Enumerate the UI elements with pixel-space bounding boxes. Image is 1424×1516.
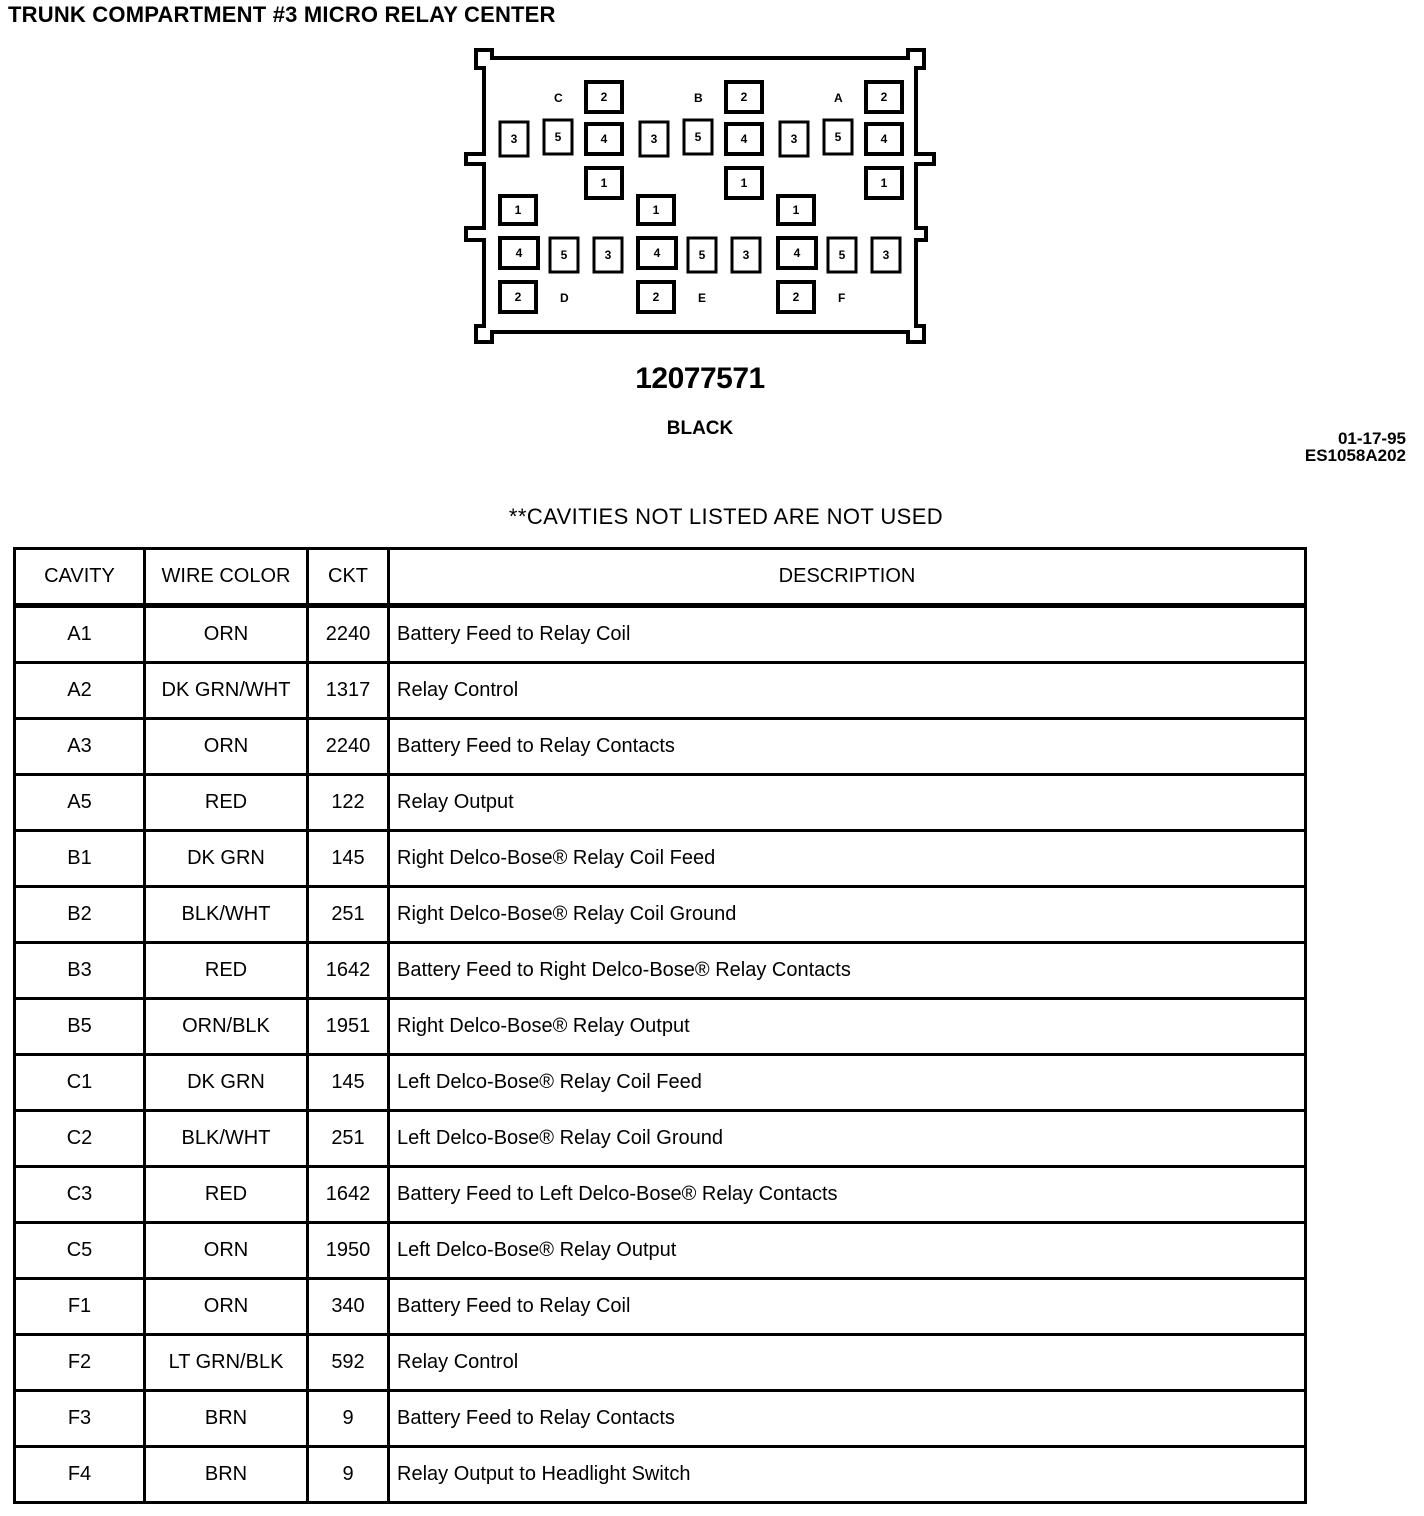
table-row: [15, 1447, 1306, 1503]
cell-cavity: F2: [15, 1335, 145, 1391]
table-row: [15, 775, 1306, 831]
cell-description: Battery Feed to Relay Contacts: [389, 1391, 1306, 1447]
cell-cavity: F4: [15, 1447, 145, 1503]
relay-letter-b: B: [694, 91, 703, 105]
cavity-number: 4: [600, 132, 608, 146]
cell-cavity: C3: [15, 1167, 145, 1223]
cell-description: Battery Feed to Relay Coil: [389, 1279, 1306, 1335]
relay-letter-d: D: [560, 291, 569, 305]
cell-ckt: 251: [308, 887, 389, 943]
cell-cavity: C1: [15, 1055, 145, 1111]
cavity-number: 3: [650, 132, 658, 146]
relay-letter-a: A: [834, 91, 843, 105]
cell-ckt: 1642: [308, 943, 389, 999]
table-row: [15, 606, 1306, 663]
cell-wire-color: LT GRN/BLK: [145, 1335, 308, 1391]
relay-center-connector-diagram: [460, 44, 940, 350]
cell-ckt: 1950: [308, 1223, 389, 1279]
cell-ckt: 2240: [308, 606, 389, 663]
table-row: [15, 1335, 1306, 1391]
cell-cavity: A5: [15, 775, 145, 831]
cell-cavity: B2: [15, 887, 145, 943]
cavity-number: 5: [834, 130, 842, 144]
cell-wire-color: ORN/BLK: [145, 999, 308, 1055]
cell-ckt: 145: [308, 831, 389, 887]
cell-ckt: 592: [308, 1335, 389, 1391]
cell-cavity: C5: [15, 1223, 145, 1279]
relay-letter-f: F: [838, 291, 846, 305]
cell-cavity: B3: [15, 943, 145, 999]
cell-wire-color: BRN: [145, 1391, 308, 1447]
cell-description: Right Delco-Bose® Relay Coil Ground: [389, 887, 1306, 943]
cavity-number: 5: [694, 130, 702, 144]
cell-description: Relay Control: [389, 1335, 1306, 1391]
cell-description: Left Delco-Bose® Relay Coil Feed: [389, 1055, 1306, 1111]
cell-wire-color: BLK/WHT: [145, 887, 308, 943]
table-row: [15, 1391, 1306, 1447]
cell-description: Right Delco-Bose® Relay Output: [389, 999, 1306, 1055]
unused-cavities-note: **CAVITIES NOT LISTED ARE NOT USED: [508, 504, 944, 529]
cell-cavity: C2: [15, 1111, 145, 1167]
header-cavity: CAVITY: [15, 549, 145, 606]
table-row: [15, 1055, 1306, 1111]
cavity-number: 2: [792, 290, 800, 304]
cavity-number: 2: [514, 290, 522, 304]
reference-date: 01-17-95: [1337, 429, 1406, 448]
cavity-number: 3: [510, 132, 518, 146]
cell-ckt: 9: [308, 1447, 389, 1503]
cavity-number: 3: [882, 248, 890, 262]
relay-letter-e: E: [698, 291, 707, 305]
cell-ckt: 122: [308, 775, 389, 831]
cell-cavity: A3: [15, 719, 145, 775]
cell-description: Relay Output to Headlight Switch: [389, 1447, 1306, 1503]
cell-cavity: F1: [15, 1279, 145, 1335]
cell-wire-color: ORN: [145, 719, 308, 775]
cavity-number: 1: [740, 176, 748, 190]
cavity-number: 4: [515, 246, 523, 260]
relay-letter-c: C: [554, 91, 563, 105]
table-row: [15, 1111, 1306, 1167]
cell-wire-color: BRN: [145, 1447, 308, 1503]
cavity-table: [13, 547, 1307, 1504]
cell-wire-color: ORN: [145, 1279, 308, 1335]
cavity-number: 2: [880, 90, 888, 104]
cell-description: Battery Feed to Right Delco-Bose® Relay Contacts: [389, 943, 1306, 999]
cavity-number: 1: [600, 176, 608, 190]
table-row: [15, 943, 1306, 999]
cell-wire-color: DK GRN: [145, 831, 308, 887]
cavity-number: 1: [880, 176, 888, 190]
table-row: [15, 719, 1306, 775]
cavity-number: 4: [880, 132, 888, 146]
cell-cavity: A1: [15, 606, 145, 663]
cell-description: Left Delco-Bose® Relay Output: [389, 1223, 1306, 1279]
cavity-number: 4: [793, 246, 801, 260]
cell-wire-color: RED: [145, 775, 308, 831]
cavity-number: 2: [652, 290, 660, 304]
cell-description: Battery Feed to Relay Contacts: [389, 719, 1306, 775]
cell-wire-color: ORN: [145, 1223, 308, 1279]
cavity-number: 3: [604, 248, 612, 262]
cavity-number: 2: [600, 90, 608, 104]
connector-part-number: 12077571: [635, 362, 765, 395]
cavity-number: 3: [742, 248, 750, 262]
reference-block: [1305, 430, 1406, 464]
cell-description: Left Delco-Bose® Relay Coil Ground: [389, 1111, 1306, 1167]
cell-wire-color: RED: [145, 943, 308, 999]
cell-wire-color: BLK/WHT: [145, 1111, 308, 1167]
header-ckt: CKT: [308, 549, 389, 606]
cavity-number: 5: [838, 248, 846, 262]
cell-ckt: 251: [308, 1111, 389, 1167]
diagram-title: TRUNK COMPARTMENT #3 MICRO RELAY CENTER: [8, 2, 556, 27]
table-row: [15, 663, 1306, 719]
cell-ckt: 1317: [308, 663, 389, 719]
cell-ckt: 2240: [308, 719, 389, 775]
reference-code: ES1058A202: [1304, 446, 1406, 465]
cell-wire-color: ORN: [145, 606, 308, 663]
cavity-number: 4: [653, 246, 661, 260]
cell-description: Battery Feed to Relay Coil: [389, 606, 1306, 663]
cell-description: Relay Control: [389, 663, 1306, 719]
cell-cavity: A2: [15, 663, 145, 719]
cell-description: Right Delco-Bose® Relay Coil Feed: [389, 831, 1306, 887]
table-row: [15, 1279, 1306, 1335]
table-row: [15, 887, 1306, 943]
cavity-number: 5: [554, 130, 562, 144]
cell-ckt: 340: [308, 1279, 389, 1335]
cavity-number: 3: [790, 132, 798, 146]
cavity-number: 5: [560, 248, 568, 262]
table-row: [15, 999, 1306, 1055]
cell-ckt: 145: [308, 1055, 389, 1111]
cell-ckt: 1642: [308, 1167, 389, 1223]
cell-description: Relay Output: [389, 775, 1306, 831]
cell-wire-color: DK GRN: [145, 1055, 308, 1111]
connector-color: BLACK: [666, 418, 734, 439]
cavity-number: 1: [652, 203, 660, 217]
cell-cavity: B1: [15, 831, 145, 887]
cell-description: Battery Feed to Left Delco-Bose® Relay Contacts: [389, 1167, 1306, 1223]
cavity-number: 1: [792, 203, 800, 217]
cell-cavity: F3: [15, 1391, 145, 1447]
table-row: [15, 1167, 1306, 1223]
cell-ckt: 1951: [308, 999, 389, 1055]
cell-wire-color: DK GRN/WHT: [145, 663, 308, 719]
cell-wire-color: RED: [145, 1167, 308, 1223]
cavity-number: 4: [740, 132, 748, 146]
cell-ckt: 9: [308, 1391, 389, 1447]
cell-cavity: B5: [15, 999, 145, 1055]
header-wire-color: WIRE COLOR: [145, 549, 308, 606]
header-description: DESCRIPTION: [389, 549, 1306, 606]
table-header-row: [15, 549, 1306, 606]
table-row: [15, 831, 1306, 887]
table-row: [15, 1223, 1306, 1279]
cavity-number: 5: [698, 248, 706, 262]
cavity-number: 1: [514, 203, 522, 217]
cavity-number: 2: [740, 90, 748, 104]
